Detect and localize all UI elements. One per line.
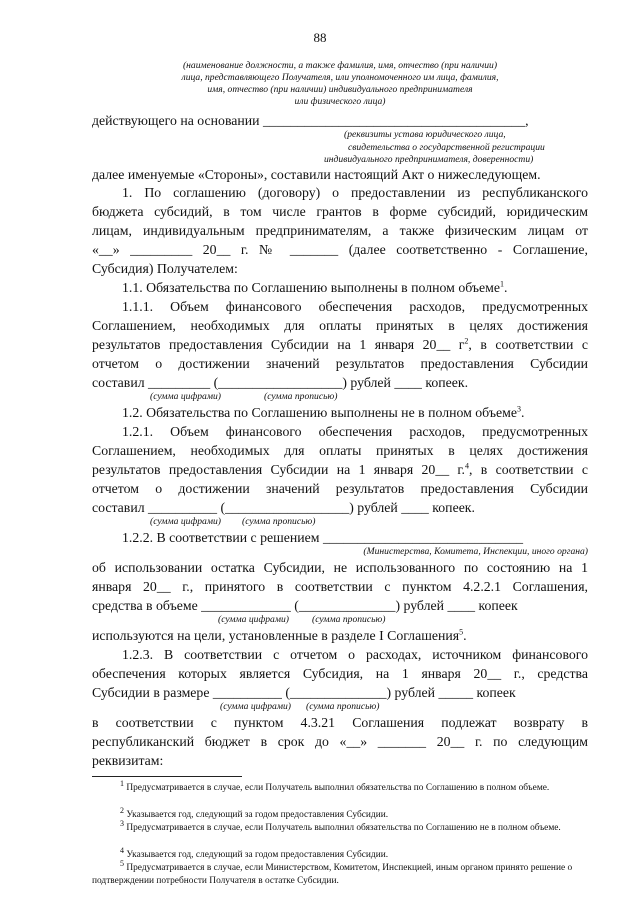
footnote-4 <box>92 845 588 862</box>
p1-2-2-body-line-2: января 20__ г., принятого в соответствии с пунктом 4.2.2.1 Соглашения, <box>92 579 588 594</box>
amount-words-note: (сумма прописью) <box>306 701 380 712</box>
footnote-text: Предусматривается в случае, если Получатель выполнил обязательства по Соглашению не в полном объеме. <box>126 823 561 833</box>
p1-2-2-end-text: используются на цели, установленные в разделе I Соглашения <box>92 628 460 643</box>
p1-2-1-line-4: отчетом о достижении значений результатов предоставления Субсидии <box>92 481 588 496</box>
p1-1-1-line-2: Соглашением, необходимых для оплаты принятых в целях достижения <box>92 318 588 333</box>
basis-note-line-2: свидетельства о государственной регистрации <box>348 142 545 153</box>
footnote-2 <box>92 805 588 822</box>
footnote-number: 1 <box>120 778 124 788</box>
p1-2-3-line-2: обеспечения которых является Субсидия, на 1 января 20__ г., средства <box>92 666 588 681</box>
header-note-line-4: или физического лица) <box>294 96 386 107</box>
basis-note-line-1: (реквизиты устава юридического лица, <box>344 129 506 140</box>
p1-2-2-end-line <box>92 628 588 644</box>
p1-2-2-body-line-3: средства в объеме _____________ (______________) рублей ____ копеек <box>92 598 518 613</box>
p1-line-5: Субсидия) Получателем: <box>92 261 238 276</box>
p1-2-2-line <box>92 530 588 546</box>
p1-2-end: . <box>520 405 525 420</box>
p1-1-1-l3-a: результатов предоставления Субсидии на 1 января 20__ г <box>92 337 465 352</box>
footnote-text: Указывается год, следующий за годом предоставления Субсидии. <box>126 850 389 860</box>
p1-line-1: 1. По соглашению (договору) о предоставлении из республиканского <box>122 185 588 200</box>
p1-2-3-line-1: 1.2.3. В соответствии с отчетом о расходах, источником финансового <box>122 647 588 662</box>
p1-1-1-line-3 <box>92 337 588 353</box>
p1-2-line <box>92 405 588 421</box>
footnote-text: Предусматривается в случае, если Министерством, Комитетом, Инспекцией, иным органом принято решение о подтверждении потребности Получателя в остатке Субсидии. <box>92 863 573 886</box>
p1-2-2-end-dot: . <box>463 628 467 643</box>
footnote-number: 2 <box>120 805 124 815</box>
p1-line-4: «__» _________ 20__ г. № _______ (далее соответственно - Соглашение, <box>92 242 588 257</box>
footnote-ref-4[interactable]: 4 <box>465 461 469 471</box>
footnote-text: Указывается год, следующий за годом предоставления Субсидии. <box>126 810 389 820</box>
amount-digits-note: (сумма цифрами) <box>218 614 289 625</box>
amount-words-note: (сумма прописью) <box>264 391 338 402</box>
p1-2-2-note: (Министерства, Комитета, Инспекции, иного органа) <box>363 546 588 557</box>
footnote-3 <box>92 818 588 835</box>
page-number: 88 <box>313 30 327 45</box>
footnote-number: 3 <box>120 818 124 828</box>
header-note-line-3: имя, отчество (при наличии) индивидуального предпринимателя <box>207 84 473 95</box>
p1-2-3-body-line-3: реквизитам: <box>92 753 588 769</box>
footnote-separator <box>92 776 242 777</box>
footnote-ref-1[interactable]: 1 <box>500 279 505 289</box>
footnote-1 <box>92 778 588 795</box>
footnote-ref-3[interactable]: 3 <box>516 404 521 414</box>
p1-2-1-l3-b: , в соответствии с <box>469 462 588 477</box>
footnote-text: Предусматривается в случае, если Получатель выполнил обязательства по Соглашению в полном объеме. <box>126 783 550 793</box>
decision-authority-blank[interactable]: _____________________________ <box>322 530 524 545</box>
amount-digits-note: (сумма цифрами) <box>150 516 221 527</box>
amount-words-note: (сумма прописью) <box>242 516 316 527</box>
footnote-ref-2[interactable]: 2 <box>464 336 469 346</box>
basis-blank[interactable]: ______________________________________, <box>263 113 529 128</box>
parties-line: далее именуемые «Стороны», составили настоящий Акт о нижеследующем. <box>92 167 541 182</box>
p1-1-1-line-5: составил _________ (__________________) рублей ____ копеек. <box>92 375 469 390</box>
amount-digits-note: (сумма цифрами) <box>220 701 291 712</box>
footnote-5 <box>92 858 588 887</box>
p1-2-text: 1.2. Обязательства по Соглашению выполнены не в полном объеме <box>122 405 517 420</box>
p1-1-text: 1.1. Обязательства по Соглашению выполнены в полном объеме <box>122 280 501 295</box>
basis-note-line-3: индивидуального предпринимателя, доверенности) <box>324 154 534 165</box>
footnote-number: 4 <box>120 845 124 855</box>
basis-text: действующего на основании <box>92 113 260 128</box>
p1-1-line <box>92 280 588 296</box>
p1-line-3: лицам, индивидуальным предпринимателям, а также физическим лицам от <box>92 223 588 238</box>
p1-2-3-body-line-1: в соответствии с пунктом 4.3.21 Соглашения подлежат возврату в <box>92 715 588 730</box>
p1-line-2: бюджета субсидий, в том числе грантов в форме субсидий, юридическим <box>92 204 588 219</box>
p1-1-1-line-4: отчетом о достижении значений результатов предоставления Субсидии <box>92 356 588 371</box>
p1-2-1-l3-a: результатов предоставления Субсидии на 1 января 20__ г. <box>92 462 465 477</box>
p1-1-1-l3-b: , в соответствии с <box>468 337 588 352</box>
footnote-ref-5[interactable]: 5 <box>459 627 464 637</box>
basis-line <box>92 113 588 129</box>
p1-1-1-line-1: 1.1.1. Объем финансового обеспечения расходов, предусмотренных <box>122 299 588 314</box>
p1-2-3-line-3: Субсидии в размере __________ (______________) рублей _____ копеек <box>92 685 516 700</box>
header-note-line-2: лица, представляющего Получателя, или уполномоченного им лица, фамилия, <box>181 72 499 83</box>
p1-2-2-text: 1.2.2. В соответствии с решением <box>122 530 320 545</box>
footnote-number: 5 <box>120 858 124 868</box>
p1-2-1-line-5: составил __________ (__________________) рублей ____ копеек. <box>92 500 475 515</box>
p1-2-1-line-3 <box>92 462 588 478</box>
p1-2-3-body-line-2: республиканский бюджет в срок до «__» _______ 20__ г. по следующим <box>92 734 588 749</box>
amount-words-note: (сумма прописью) <box>312 614 386 625</box>
p1-2-1-line-2: Соглашением, необходимых для оплаты принятых в целях достижения <box>92 443 588 458</box>
p1-2-1-line-1: 1.2.1. Объем финансового обеспечения расходов, предусмотренных <box>122 424 588 439</box>
p1-2-2-body-line-1: об использовании остатка Субсидии, не использованного по состоянию на 1 <box>92 560 588 575</box>
p1-1-end: . <box>504 280 508 295</box>
amount-digits-note: (сумма цифрами) <box>150 391 221 402</box>
header-note-line-1: (наименование должности, а также фамилия, имя, отчество (при наличии) <box>182 60 498 71</box>
